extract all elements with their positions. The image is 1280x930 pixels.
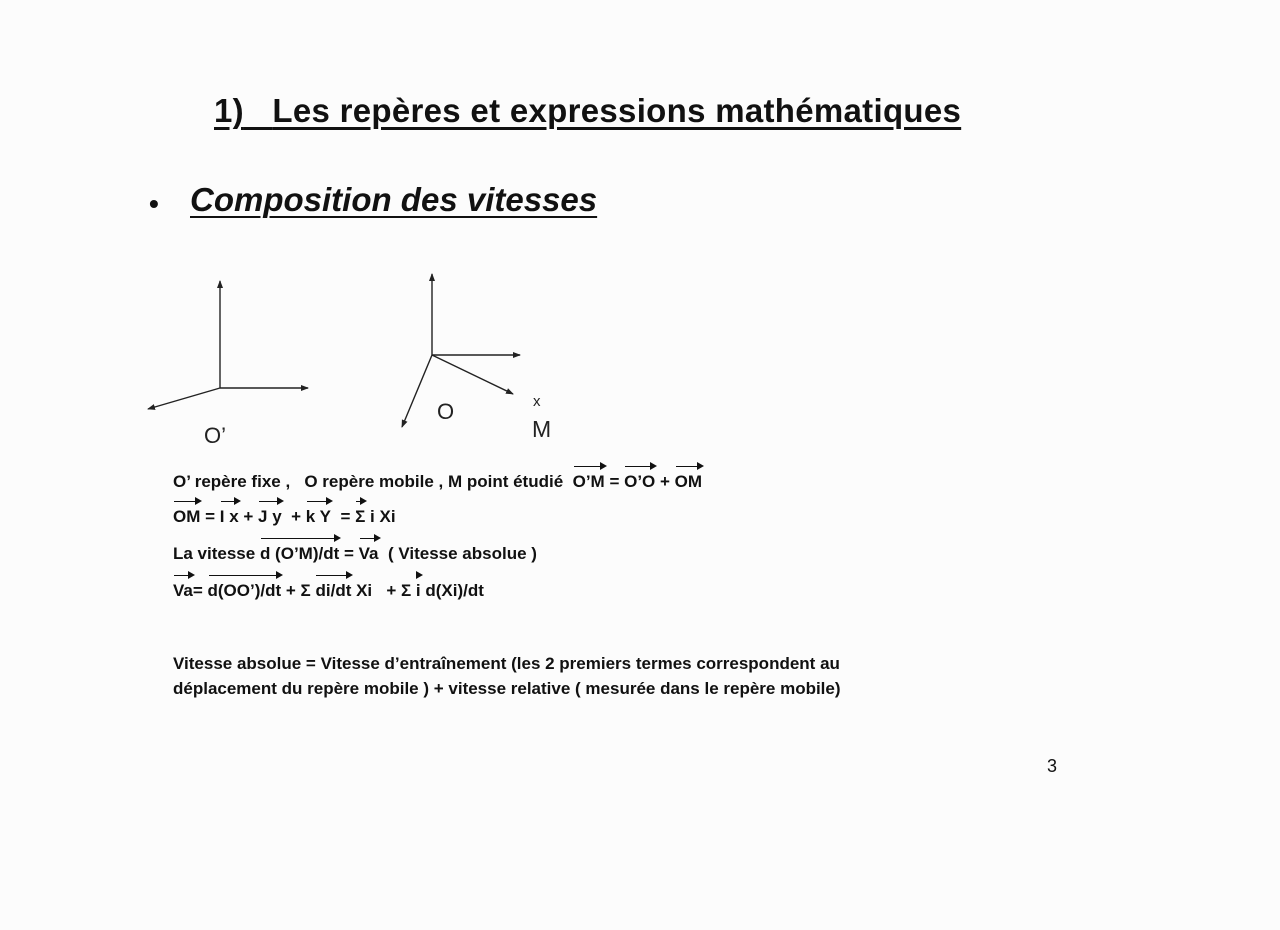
fixed-frame-axes (148, 281, 308, 409)
section-subtitle: Composition des vitesses (190, 181, 598, 218)
mobile-frame-diagonal-axis (432, 355, 513, 394)
equals-sign: = (192, 581, 208, 600)
fixed-frame-x-axis (148, 388, 220, 409)
page-number: 3 (1047, 756, 1058, 776)
absolute-velocity-note: ( Vitesse absolue ) (378, 544, 537, 563)
equals-sign: = (200, 507, 220, 526)
mobile-origin-label: O (437, 399, 455, 424)
mobile-frame-x-axis (402, 355, 432, 427)
velocity-text: La vitesse (173, 544, 260, 563)
title-number: 1) (214, 92, 244, 129)
title-text: Les repères et expressions mathématiques (272, 92, 962, 129)
sum-term: i Xi (365, 507, 396, 526)
vector-k-Y: k Y (305, 507, 332, 526)
equals-sign: = (331, 507, 356, 526)
vector-derivative-OprimeM: d (O’M)/dt (259, 544, 340, 563)
definition-line (173, 472, 702, 492)
plus-sign: + (238, 507, 259, 526)
bullet-icon: • (149, 188, 159, 219)
vector-sigma: Σ (355, 507, 366, 526)
position-equation (173, 507, 396, 527)
point-label: M (532, 416, 552, 442)
definition-text: O’ repère fixe , O repère mobile , M point étudié (173, 472, 573, 491)
sum-sign: + Σ (281, 581, 316, 600)
vector-Va: Va (173, 581, 193, 600)
vector-Va: Va (358, 544, 379, 563)
vector-OprimeM: O’M (572, 472, 605, 491)
vector-I-x: I x (219, 507, 239, 526)
vector-di-dt: di/dt (315, 581, 352, 600)
explanation-line-2: déplacement du repère mobile ) + vitesse relative ( mesurée dans le repère mobile) (173, 679, 841, 698)
derivative-term: d(Xi)/dt (420, 581, 484, 600)
vector-derivative-OOprime: d(OO’)/dt (207, 581, 282, 600)
velocity-composition-equation (173, 581, 484, 601)
sum-sign: Xi + Σ (351, 581, 416, 600)
fixed-origin-label: O’ (204, 423, 226, 448)
point-marker: x (533, 393, 541, 410)
equals-sign: = (604, 472, 625, 491)
mobile-frame-axes (402, 274, 520, 427)
plus-sign: + (655, 472, 675, 491)
vector-OprimeO: O’O (624, 472, 656, 491)
vector-OM: OM (173, 507, 201, 526)
plus-sign: + (281, 507, 306, 526)
vector-OM: OM (674, 472, 703, 491)
equals-sign: = (339, 544, 359, 563)
explanation-line-1: Vitesse absolue = Vitesse d’entraînement (les 2 premiers termes correspondent au (173, 654, 840, 673)
vector-J-y: J y (258, 507, 282, 526)
vector-i: i (415, 581, 421, 600)
velocity-definition (173, 544, 537, 564)
